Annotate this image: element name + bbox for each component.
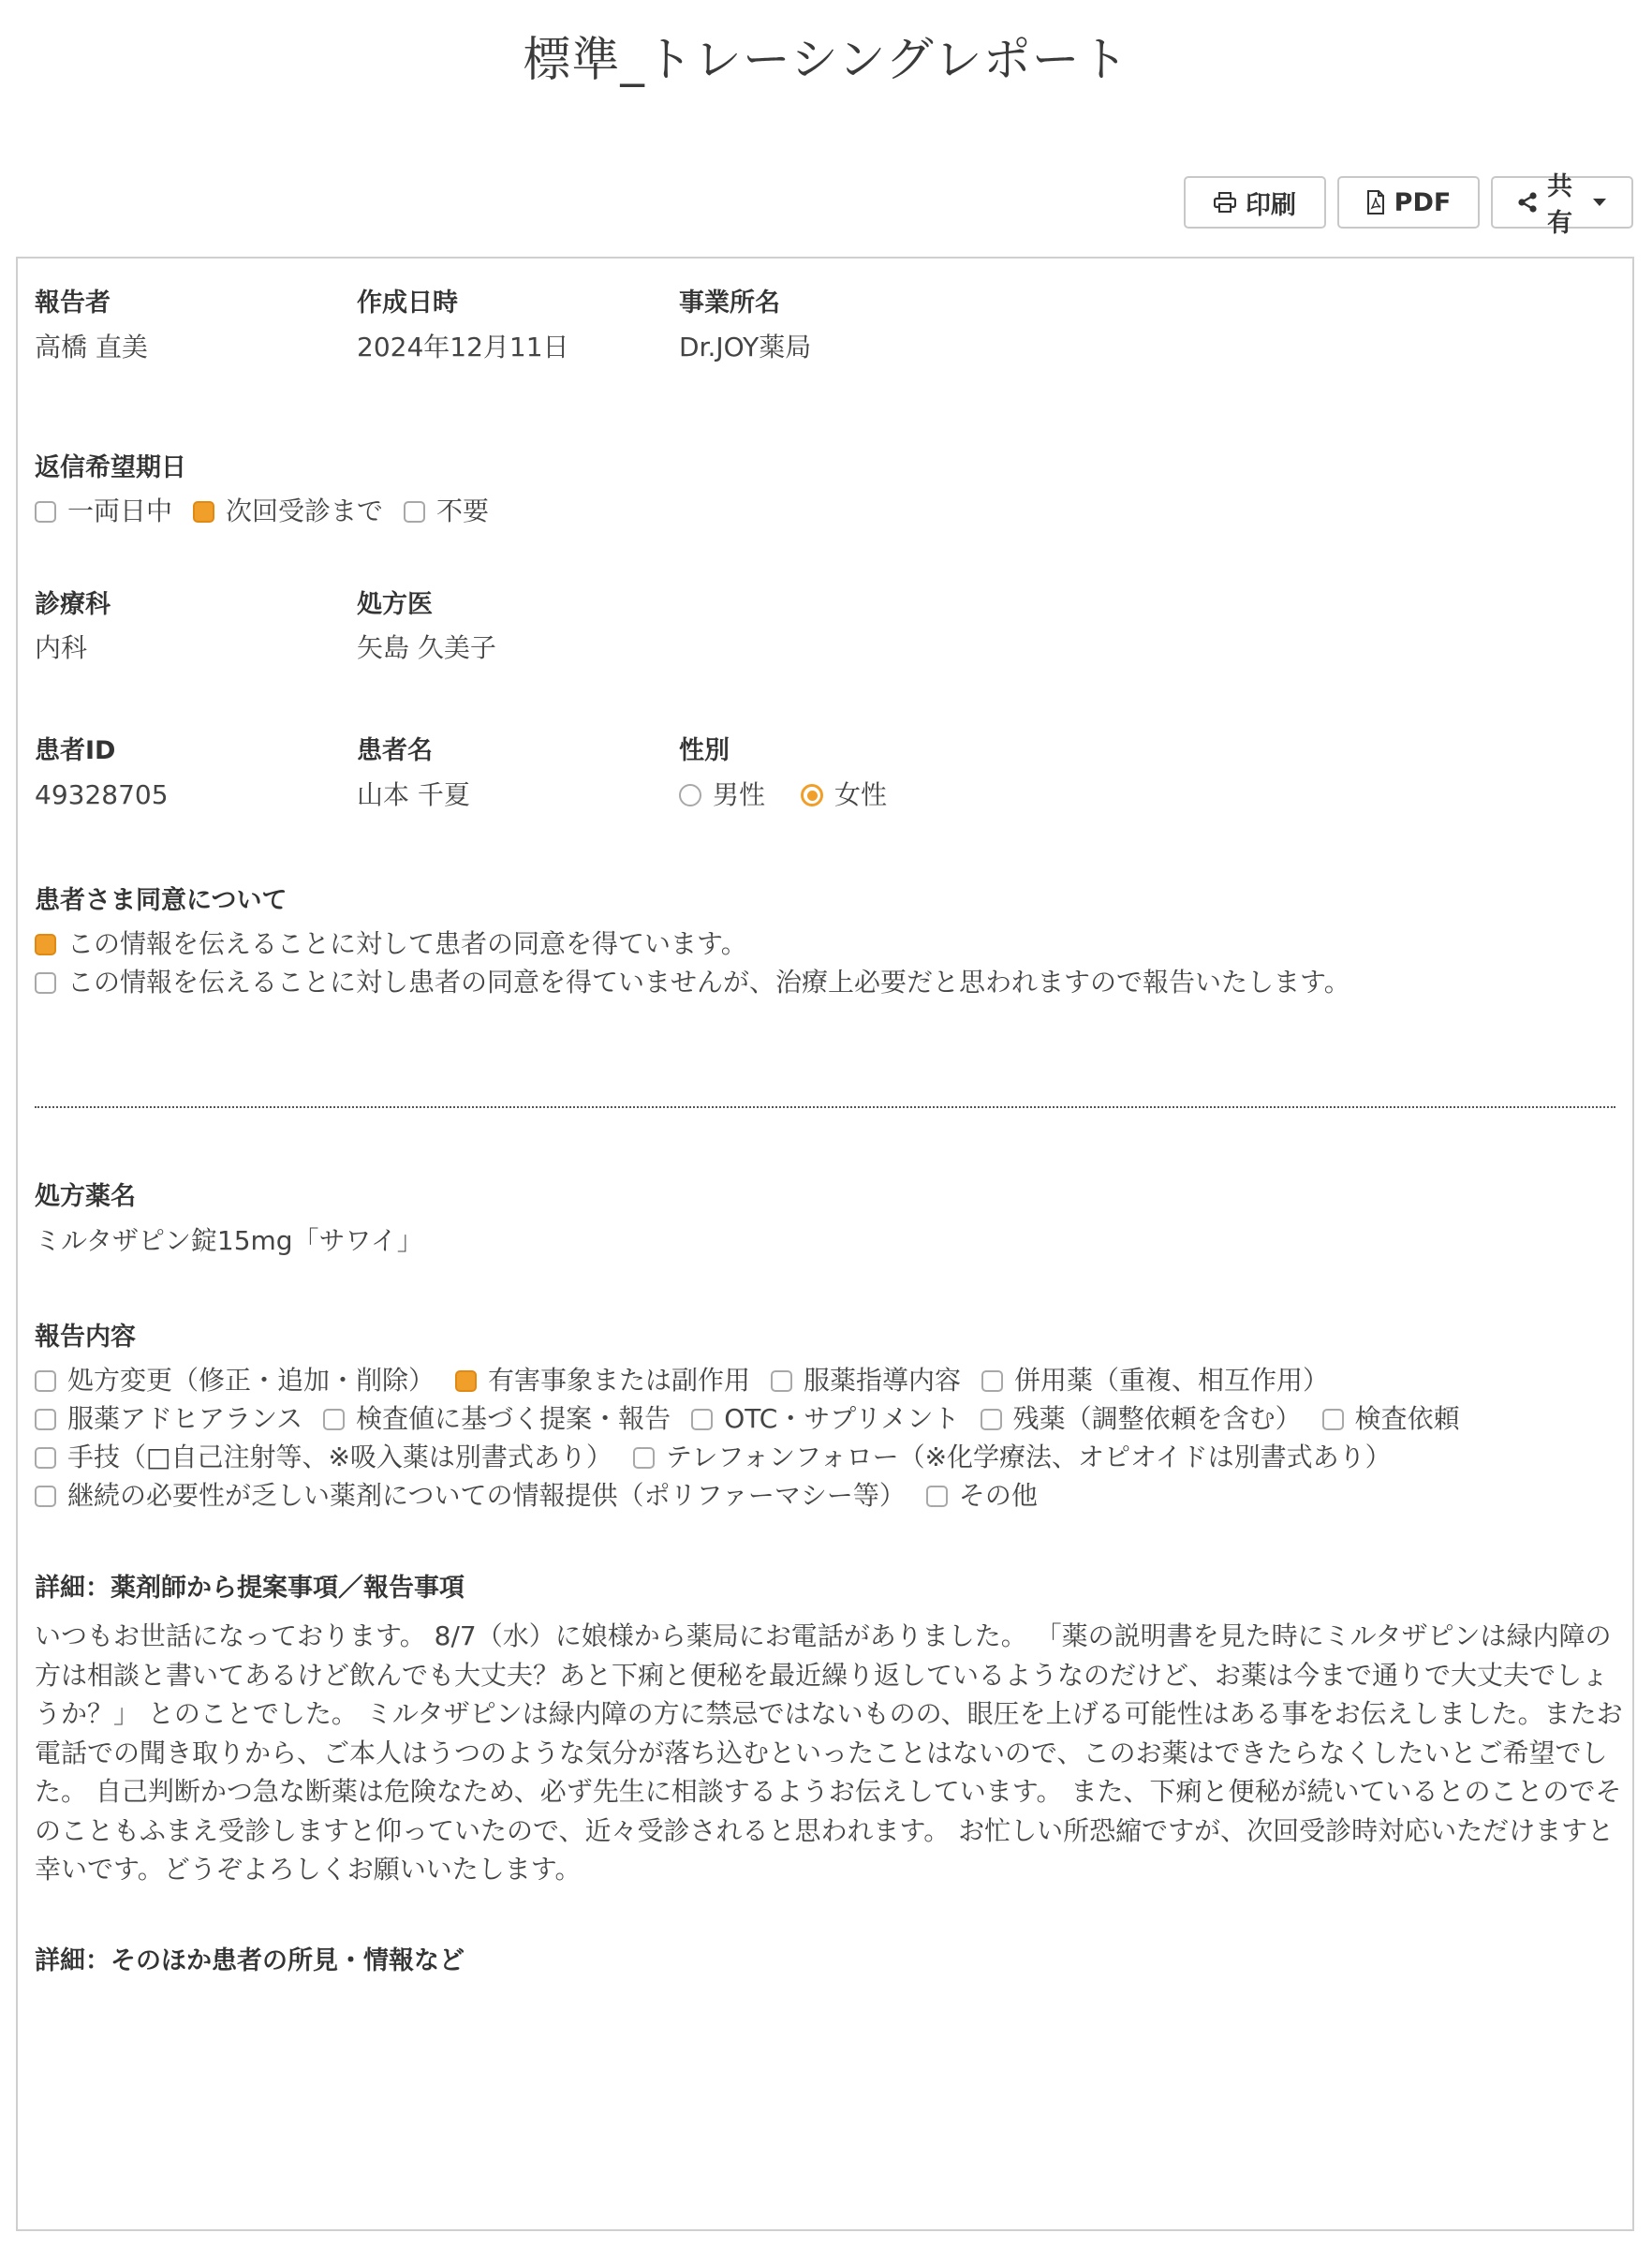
- report-content-row-3: [35, 1441, 1412, 1474]
- patient-id-value: 49328705: [35, 779, 169, 810]
- report-content-option[interactable]: 服薬アドヒアランス: [35, 1402, 302, 1436]
- prescriber-label: 処方医: [357, 590, 433, 619]
- checkbox[interactable]: [926, 1486, 948, 1507]
- report-content-option[interactable]: 併用薬（重複、相互作用）: [981, 1364, 1329, 1398]
- patient-name-value: 山本 千夏: [357, 779, 470, 810]
- gender-options: [679, 778, 907, 812]
- printer-icon: [1214, 192, 1236, 213]
- report-content-row-2: [35, 1402, 1481, 1436]
- report-content-option[interactable]: 手技（□自己注射等、※吸入薬は別書式あり）: [35, 1441, 612, 1474]
- share-icon: [1517, 192, 1538, 213]
- checkbox[interactable]: [35, 1447, 56, 1469]
- pharmacist-detail-label: 詳細：薬剤師から提案事項／報告事項: [35, 1574, 465, 1603]
- radio-button[interactable]: [679, 784, 701, 806]
- report-content-option[interactable]: その他: [926, 1479, 1038, 1513]
- report-content-option[interactable]: 継続の必要性が乏しい薬剤についての情報提供（ポリファーマシー等）: [35, 1479, 906, 1513]
- report-content-option[interactable]: 服薬指導内容: [771, 1364, 961, 1398]
- reply-due-label: 返信希望期日: [35, 453, 186, 482]
- checkbox[interactable]: [981, 1370, 1003, 1392]
- office-label: 事業所名: [679, 288, 780, 318]
- share-dropdown-button[interactable]: [1491, 172, 1633, 238]
- checkbox[interactable]: [35, 972, 56, 994]
- checkbox[interactable]: [1322, 1409, 1344, 1430]
- consent-label: 患者さま同意について: [35, 886, 288, 915]
- report-content-label: 報告内容: [35, 1323, 136, 1352]
- reporter-label: 報告者: [35, 288, 111, 318]
- consent-option-2[interactable]: この情報を伝えることに対し患者の同意を得ていませんが、治療上必要だと思われますので報告いたします。: [35, 966, 1350, 999]
- report-content-row-4: [35, 1479, 1058, 1513]
- report-content-option[interactable]: 残薬（調整依頼を含む）: [981, 1402, 1302, 1436]
- checkbox-checked[interactable]: [455, 1370, 477, 1392]
- report-content-option[interactable]: 検査依頼: [1322, 1402, 1460, 1436]
- report-content-option[interactable]: テレフォンフォロー（※化学療法、オピオイドは別書式あり）: [633, 1441, 1392, 1474]
- department-label: 診療科: [35, 590, 111, 619]
- print-button[interactable]: [1184, 176, 1326, 229]
- checkbox[interactable]: [35, 1409, 56, 1430]
- checkbox[interactable]: [35, 1370, 56, 1392]
- section-divider: [35, 1106, 1615, 1108]
- patient-id-label: 患者ID: [35, 736, 116, 765]
- patient-name-label: 患者名: [357, 736, 433, 765]
- report-content-option[interactable]: 検査値に基づく提案・報告: [323, 1402, 671, 1436]
- drug-label: 処方薬名: [35, 1182, 136, 1211]
- checkbox[interactable]: [35, 501, 56, 523]
- report-content-option[interactable]: OTC・サプリメント: [691, 1402, 959, 1436]
- gender-label: 性別: [679, 736, 730, 765]
- reply-due-option[interactable]: 次回受診まで: [193, 495, 383, 528]
- consent-option-1[interactable]: この情報を伝えることに対して患者の同意を得ています。: [35, 927, 747, 961]
- pdf-label: PDF: [1394, 187, 1452, 217]
- report-content-option[interactable]: 有害事象または副作用: [455, 1364, 750, 1398]
- checkbox[interactable]: [981, 1409, 1002, 1430]
- checkbox[interactable]: [35, 1486, 56, 1507]
- checkbox-checked[interactable]: [35, 934, 56, 955]
- reply-due-option[interactable]: 不要: [404, 495, 489, 528]
- pdf-file-icon: [1366, 190, 1385, 214]
- reply-due-option[interactable]: 一両日中: [35, 495, 172, 528]
- print-label: 印刷: [1246, 190, 1296, 220]
- created-at-label: 作成日時: [357, 288, 458, 318]
- report-card: [16, 257, 1634, 2231]
- checkbox[interactable]: [633, 1447, 655, 1469]
- checkbox-checked[interactable]: [193, 501, 214, 523]
- toolbar: [1184, 172, 1633, 238]
- checkbox[interactable]: [404, 501, 425, 523]
- pharmacist-detail-text: いつもお世話になっております。 8/7（水）に娘様から薬局にお電話がありました。 「薬の説明書を見た時にミルタザピンは緑内障の方は相談と書いてあるけど飲んでも大丈夫？あと下痢と便秘を最近繰り返しているようなのだけど、お薬は今まで通りで大丈夫でしょうか？」 とのことでした。 ミルタザピンは緑内障の方に禁忌ではないものの、眼圧を上げる可能性はある事をお伝えしました。またお電話での聞き取りから、ご本人はうつのような気分が落ち込むといったことはないので、このお薬はできたらなくしたいとご希望でした。 自己判断かつ急な断薬は危険なため、必ず先生に相談するようお伝えしています。 また、下痢と便秘が続いているとのことのでそのこともふまえ受診しますと仰っていたので、近々受診されると思われます。 お忙しい所恐縮ですが、次回受診時対応いただけますと幸いです。どうぞよろしくお願いいたします。: [35, 1620, 1623, 1885]
- share-label: 共有: [1547, 172, 1572, 238]
- gender-option-male[interactable]: 男性: [679, 778, 765, 812]
- checkbox[interactable]: [691, 1409, 713, 1430]
- report-content-option[interactable]: 処方変更（修正・追加・削除）: [35, 1364, 435, 1398]
- reporter-value: 高橋 直美: [35, 332, 148, 362]
- prescriber-value: 矢島 久美子: [357, 632, 496, 663]
- office-value: Dr.JOY薬局: [679, 332, 812, 362]
- pdf-button[interactable]: [1337, 176, 1480, 229]
- page-title: 標準_トレーシングレポート: [523, 33, 1129, 88]
- radio-button-selected[interactable]: [801, 784, 823, 806]
- checkbox[interactable]: [771, 1370, 792, 1392]
- checkbox[interactable]: [323, 1409, 345, 1430]
- created-at-value: 2024年12月11日: [357, 332, 569, 362]
- department-value: 内科: [35, 632, 88, 663]
- other-detail-label: 詳細：そのほか患者の所見・情報など: [35, 1946, 465, 1975]
- caret-down-icon: [1592, 198, 1607, 207]
- reply-due-options: [35, 495, 509, 528]
- report-content-row-1: [35, 1364, 1350, 1398]
- gender-option-female[interactable]: 女性: [801, 778, 887, 812]
- drug-value: ミルタザピン錠15mg「サワイ」: [35, 1225, 423, 1256]
